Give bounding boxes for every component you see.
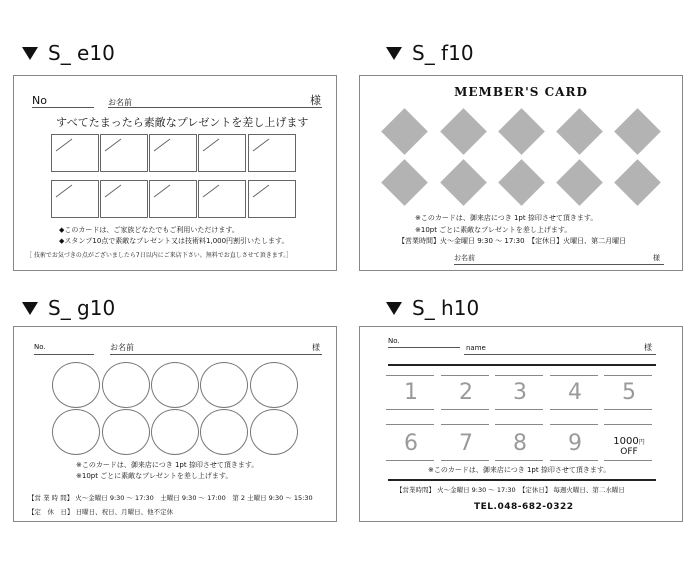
diagonal-mark [52, 181, 100, 219]
diagonal-mark [199, 181, 247, 219]
cell-underline [495, 460, 543, 461]
stamp-diamond [613, 107, 661, 155]
cell-underline [550, 409, 598, 410]
stamp-number: 2 [459, 380, 473, 405]
stamp-cell [198, 180, 246, 218]
triangle-down-icon [22, 47, 38, 60]
diagonal-mark [101, 135, 149, 173]
no-label: No. [34, 343, 46, 351]
stamp-cell [100, 180, 148, 218]
note-3: ［ 技術でお気づきの点がございましたら7日以内にご来店下さい。無料でお直しさせて頂きます。］ [26, 252, 293, 259]
stamp-cell [248, 180, 296, 218]
stamp-diamond [439, 107, 487, 155]
stamp-diamond [613, 158, 661, 206]
diamond-shape [381, 108, 428, 155]
diamond-shape [440, 159, 487, 206]
sama-label: 様 [310, 94, 321, 107]
cell-underline [550, 460, 598, 461]
cell-underline [604, 460, 652, 461]
cell-underline [604, 424, 652, 425]
stamp-number: 6 [404, 431, 418, 456]
name-line [454, 264, 664, 265]
hours: 【営業時間】 火～金曜日 9:30 ～ 17:30 【定休日】 毎週火曜日、第二水曜日 [396, 486, 625, 494]
stamp-circle [151, 362, 199, 408]
stamp-diamond [439, 158, 487, 206]
triangle-down-icon [386, 302, 402, 315]
stamp-circle [102, 409, 150, 455]
cell-underline [495, 409, 543, 410]
label-h10: S_ h10 [386, 296, 479, 320]
footer-rule [388, 479, 656, 481]
stamp-number: 7 [459, 431, 473, 456]
holiday: 【定 休 日】 日曜日、祝日、月曜日、他不定休 [28, 508, 174, 516]
stamp-number: 8 [513, 431, 527, 456]
name-label: お名前 [454, 254, 475, 262]
cell-underline [495, 375, 543, 376]
name-line [464, 354, 656, 355]
diamond-shape [556, 108, 603, 155]
cell-underline [386, 460, 434, 461]
no-line [32, 107, 94, 108]
name-label: お名前 [110, 343, 134, 352]
cell-underline [441, 424, 489, 425]
stamp-diamond [555, 158, 603, 206]
name-label: お名前 [108, 98, 132, 107]
stamp-circle [200, 409, 248, 455]
stamp-diamond [497, 158, 545, 206]
stamp-number: 4 [568, 380, 582, 405]
cell-underline [386, 424, 434, 425]
stamp-cell [149, 180, 197, 218]
stamp-number: 1 [404, 380, 418, 405]
diamond-shape [614, 108, 661, 155]
stamp-number: 5 [622, 380, 636, 405]
diagonal-mark [150, 135, 198, 173]
card-f10 [359, 75, 683, 271]
stamp-circle [52, 362, 100, 408]
sama-label: 様 [312, 343, 320, 352]
diamond-shape [614, 159, 661, 206]
stamp-number: 9 [568, 431, 582, 456]
stamp-cell [51, 180, 99, 218]
diamond-shape [381, 159, 428, 206]
note-2: ※10pt ごとに素敵なプレゼントを差し上げます。 [76, 472, 233, 480]
stamp-number: 3 [513, 380, 527, 405]
note-1: ※このカードは、御来店につき 1pt 捺印させて頂きます。 [76, 461, 259, 469]
cell-underline [495, 424, 543, 425]
cell-underline [604, 409, 652, 410]
sama-label: 様 [653, 254, 660, 262]
diamond-shape [498, 108, 545, 155]
cell-underline [550, 424, 598, 425]
cell-underline [604, 375, 652, 376]
cell-underline [441, 375, 489, 376]
triangle-down-icon [386, 47, 402, 60]
stamp-circle [102, 362, 150, 408]
stamp-diamond [555, 107, 603, 155]
diagonal-mark [249, 181, 297, 219]
name-label: name [466, 344, 486, 352]
card-g10 [13, 326, 337, 522]
stamp-cell [149, 134, 197, 172]
stamp-cell [51, 134, 99, 172]
diagonal-mark [52, 135, 100, 173]
stamp-circle [52, 409, 100, 455]
note-2: ※10pt ごとに素敵なプレゼントを差し上げます。 [415, 226, 572, 234]
triangle-down-icon [22, 302, 38, 315]
no-line [388, 347, 460, 348]
header-rule [388, 364, 656, 366]
no-label: No. [388, 337, 400, 345]
diamond-shape [440, 108, 487, 155]
label-g10: S_ g10 [22, 296, 115, 320]
label-f10: S_ f10 [386, 41, 474, 65]
diagonal-mark [150, 181, 198, 219]
stamp-diamond [497, 107, 545, 155]
stamp-cell [198, 134, 246, 172]
diamond-shape [556, 159, 603, 206]
cell-underline [386, 409, 434, 410]
no-line [34, 354, 94, 355]
stamp-cell [248, 134, 296, 172]
stamp-circle [200, 362, 248, 408]
stamp-diamond [380, 158, 428, 206]
diagonal-mark [101, 181, 149, 219]
stamp-circle [250, 362, 298, 408]
card-title: MEMBER'S CARD [454, 85, 588, 99]
note-1: ※このカードは、御来店につき 1pt 捺印させて頂きます。 [428, 466, 611, 474]
stamp-circle [151, 409, 199, 455]
no-label: No [32, 94, 47, 107]
diagonal-mark [249, 135, 297, 173]
sama-label: 様 [644, 343, 652, 352]
note-2: ◆スタンプ10点で素敵なプレゼント又は技術料1,000円割引いたします。 [59, 237, 289, 245]
label-e10: S_ e10 [22, 41, 115, 65]
diamond-shape [498, 159, 545, 206]
cell-underline [441, 460, 489, 461]
note-1: ◆このカードは、ご家族どなたでもご利用いただけます。 [59, 226, 239, 234]
card-e10 [13, 75, 337, 271]
stamp-diamond [380, 107, 428, 155]
diagonal-mark [199, 135, 247, 173]
reward-cell: 1000円 OFF [613, 436, 645, 457]
name-line [110, 354, 322, 355]
card-h10 [359, 326, 683, 522]
stamp-circle [250, 409, 298, 455]
tel: TEL.048-682-0322 [474, 502, 574, 512]
note-1: ※このカードは、御来店につき 1pt 捺印させて頂きます。 [415, 214, 598, 222]
name-line [108, 107, 322, 108]
hours: 【営 業 時 間】 火～金曜日 9:30 ～ 17:30 土曜日 9:30 ～ 17:00 第 2 土曜日 9:30 ～ 15:30 [28, 494, 313, 502]
cell-underline [441, 409, 489, 410]
cell-underline [550, 375, 598, 376]
hours: 【営業時間】火～金曜日 9:30 ～ 17:30 【定休日】火曜日、第二月曜日 [398, 237, 627, 245]
stamp-cell [100, 134, 148, 172]
headline: すべてたまったら素敵なプレゼントを差し上げます [56, 116, 309, 129]
cell-underline [386, 375, 434, 376]
